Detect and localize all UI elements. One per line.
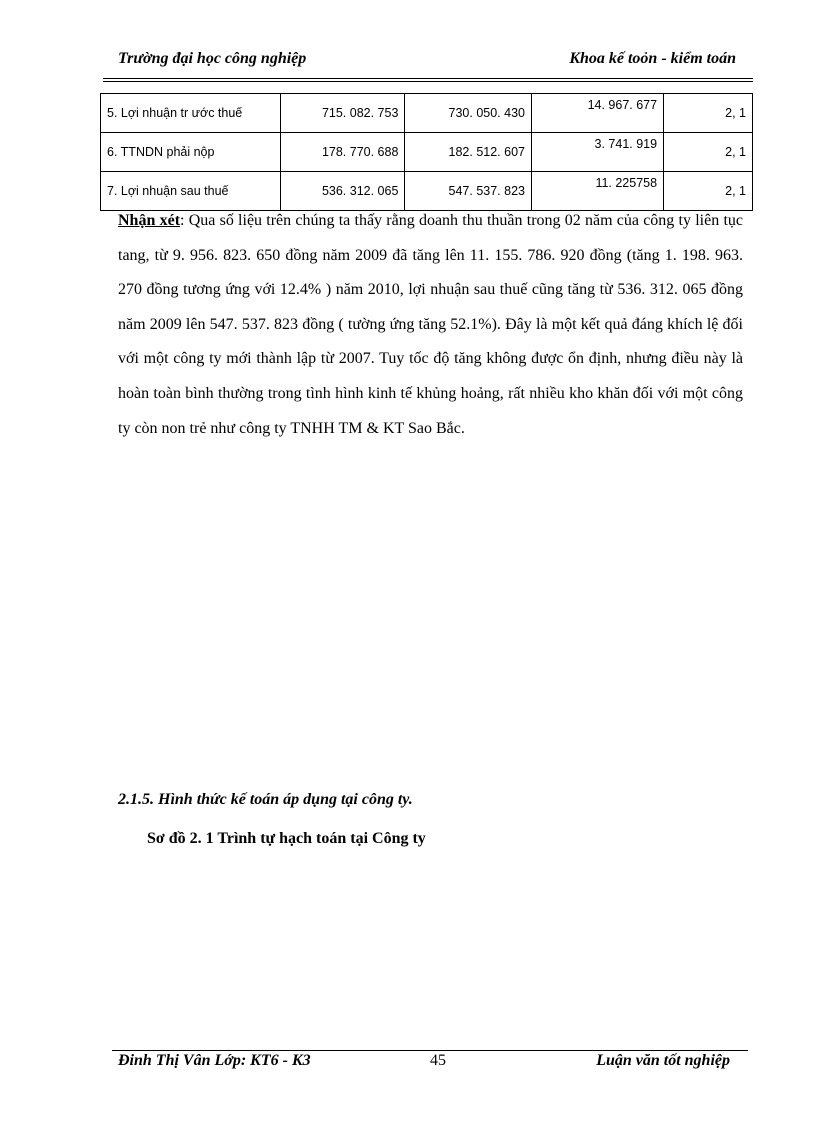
table-cell: 730. 050. 430 (405, 94, 532, 133)
section-heading: 2.1.5. Hình thức kế toán áp dụng tại công ty. (118, 791, 413, 808)
table-cell: 11. 225758 (531, 172, 663, 211)
table-cell: 7. Lợi nhuận sau thuế (101, 172, 281, 211)
table-cell: 547. 537. 823 (405, 172, 532, 211)
table-cell: 2, 1 (664, 133, 753, 172)
table-row (101, 133, 753, 172)
table-cell: 5. Lợi nhuận tr ước thuế (101, 94, 281, 133)
table-row (101, 94, 753, 133)
table-cell: 2, 1 (664, 172, 753, 211)
table-cell: 182. 512. 607 (405, 133, 532, 172)
profit-table (100, 93, 753, 211)
remark-lead: Nhận xét (118, 212, 181, 229)
diagram-caption: Sơ đồ 2. 1 Trình tự hạch toán tại Công ty (147, 830, 426, 847)
table-cell: 2, 1 (664, 94, 753, 133)
footer-doc-type: Luận văn tốt nghiệp (596, 1052, 730, 1069)
page-header (118, 50, 736, 68)
table-cell: 715. 082. 753 (280, 94, 405, 133)
page-number: 45 (430, 1052, 446, 1069)
footer-author: Đinh Thị Vân Lớp: KT6 - K3 (118, 1052, 311, 1069)
table-cell: 178. 770. 688 (280, 133, 405, 172)
remark-paragraph (118, 204, 743, 446)
header-school: Trường đại học công nghiệp (118, 50, 307, 67)
table-cell: 3. 741. 919 (531, 133, 663, 172)
header-faculty: Khoa kế toỏn - kiểm toán (569, 50, 736, 67)
remark-body: : Qua số liệu trên chúng ta thấy rằng doanh thu thuần trong 02 năm của công ty liên tục tang, từ 9. 956. 823. 650 đồng năm 2009 đã tăng lên 11. 155. 786. 920 đồng (tăng 1. 198. 963. 270 đồng tương ứng với 12.4% ) năm 2010, lợi nhuận sau thuế cũng tăng từ 536. 312. 065 đồng năm 2009 lên 547. 537. 823 đồng ( tường ứng tăng 52.1%). Đây là một kết quả đáng khích lệ đối với một công ty mới thành lập từ 2007. Tuy tốc độ tăng không được ổn định, nhưng điều này là hoàn toàn bình thường trong tình hình kinh tế khủng hoảng, rất nhiều kho khăn đối với một công ty còn non trẻ như công ty TNHH TM & KT Sao Bắc. (118, 212, 743, 437)
footer-rule (112, 1050, 748, 1051)
table-cell: 536. 312. 065 (280, 172, 405, 211)
header-rule (103, 78, 753, 79)
header-rule-double (103, 81, 753, 82)
table-cell: 14. 967. 677 (531, 94, 663, 133)
page-footer (118, 1052, 730, 1070)
table-cell: 6. TTNDN phải nộp (101, 133, 281, 172)
